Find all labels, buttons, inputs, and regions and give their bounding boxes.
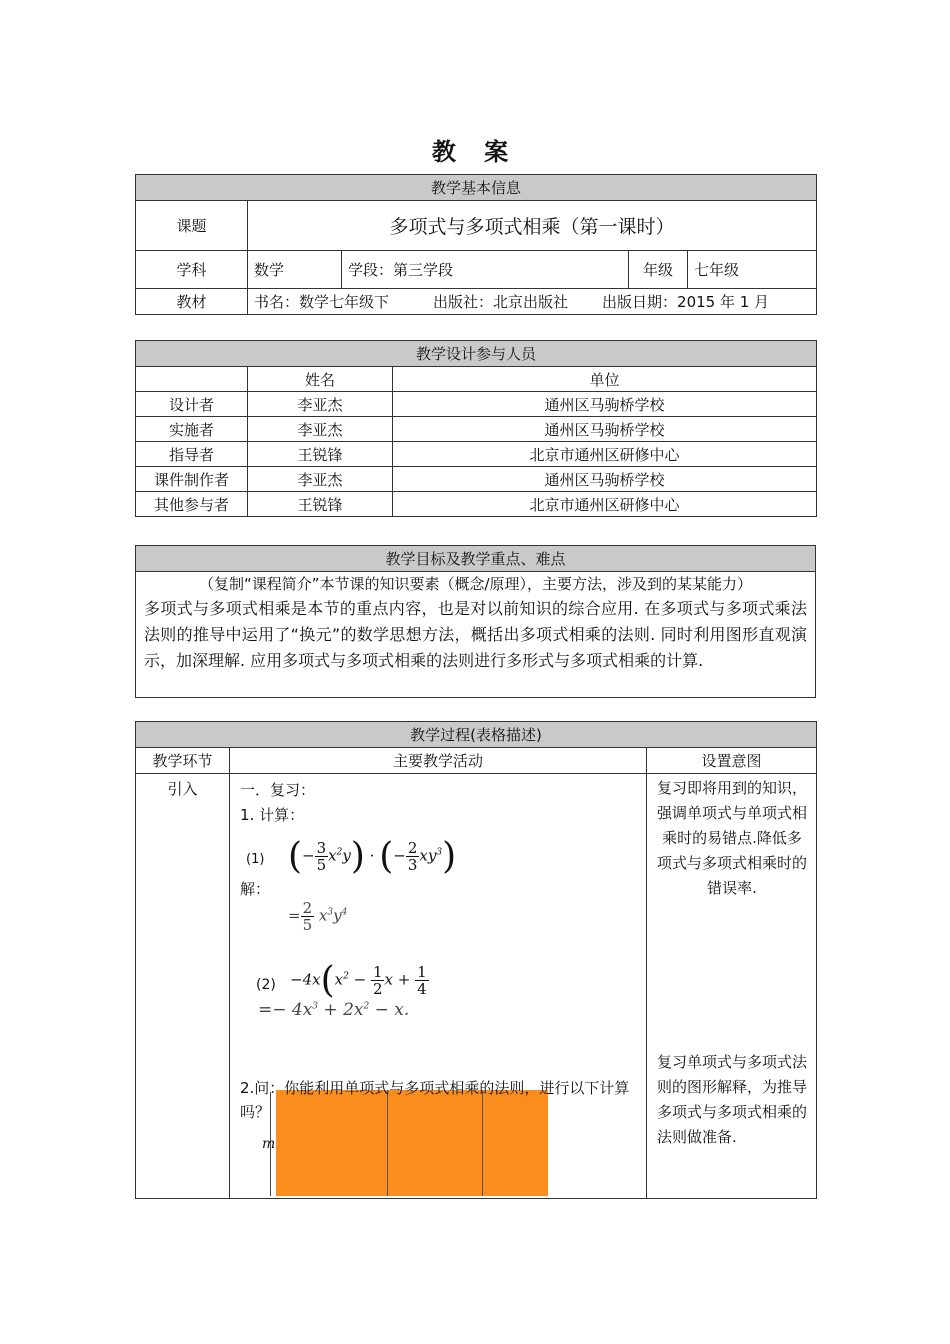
answer-1: = $\frac{2}{5}$ $x^3y^4$ [288, 899, 348, 934]
stage-value: 学段：第三学段 [342, 251, 629, 289]
table-row [136, 417, 817, 442]
textbook-info [248, 289, 817, 315]
role: 设计者 [136, 392, 248, 417]
basic-info-header: 教学基本信息 [136, 175, 817, 201]
intent-cell [647, 774, 817, 1199]
process-table [135, 721, 817, 1199]
table-row [136, 392, 817, 417]
publish-date: 出版日期：2015 年 1 月 [602, 293, 770, 311]
col-unit: 单位 [393, 367, 817, 392]
question-text: 2.问：你能利用单项式与多项式相乘的法则，进行以下计算吗？ [240, 1079, 630, 1121]
answer-2: =− $4x^3 + 2x^2 - x$. [258, 1000, 410, 1020]
col-stage: 教学环节 [136, 748, 230, 774]
basic-info-table [135, 174, 817, 315]
role: 其他参与者 [136, 492, 248, 517]
topic-value: 多项式与多项式相乘（第一课时） [248, 201, 817, 251]
person-name: 李亚杰 [248, 417, 393, 442]
col-intent: 设置意图 [647, 748, 817, 774]
expression-1: (− $\frac{3}{5}$ $x^2y$) · (− $\frac{2}{3}$ $xy^3$) [288, 836, 457, 877]
role: 指导者 [136, 442, 248, 467]
textbook-label: 教材 [136, 289, 248, 315]
stage-cell: 引入 [136, 774, 230, 1199]
publisher: 出版社：北京出版社 [433, 293, 569, 311]
process-header: 教学过程(表格描述) [136, 722, 817, 748]
subject-value: 数学 [248, 251, 342, 289]
role: 课件制作者 [136, 467, 248, 492]
intent-1: 复习即将用到的知识，强调单项式与单项式相乘时的易错点.降低多项式与多项式相乘时的错误率. [657, 779, 808, 897]
people-corner [136, 367, 248, 392]
person-name: 王锐锋 [248, 492, 393, 517]
goals-header: 教学目标及教学重点、难点 [136, 546, 816, 572]
goals-body: 多项式与多项式相乘是本节的重点内容，也是对以前知识的综合应用. 在多项式与多项式乘法法则的推导中运用了“换元”的数学思想方法，概括出多项式相乘的法则. 同时利用图形直观演示，加深理解. 应用多项式与多项式相乘的法则进行多形式与多项式相乘的计算. [144, 599, 807, 670]
col-name: 姓名 [248, 367, 393, 392]
item-1-label: (1) [246, 852, 265, 867]
person-name: 李亚杰 [248, 392, 393, 417]
role: 实施者 [136, 417, 248, 442]
person-unit: 通州区马驹桥学校 [393, 467, 817, 492]
review-title: 一．复习： [240, 781, 316, 799]
person-unit: 北京市通州区研修中心 [393, 492, 817, 517]
goals-table [135, 545, 816, 698]
person-name: 王锐锋 [248, 442, 393, 467]
person-unit: 通州区马驹桥学校 [393, 417, 817, 442]
activity-cell [230, 774, 647, 1199]
table-row [136, 467, 817, 492]
dimension-label: m [262, 1136, 276, 1152]
col-activity: 主要教学活动 [230, 748, 647, 774]
table-row [136, 492, 817, 517]
expression-2: $-4x(x^2$ − $\frac{1}{2}$ x + $\frac{1}{4}$ [290, 960, 427, 1001]
calc-label: 1. 计算： [240, 806, 305, 824]
person-name: 李亚杰 [248, 467, 393, 492]
grade-label: 年级 [629, 251, 688, 289]
people-header: 教学设计参与人员 [136, 341, 817, 367]
topic-label: 课题 [136, 201, 248, 251]
people-table [135, 340, 817, 517]
document-title: 教 案 [431, 138, 519, 166]
grade-value: 七年级 [688, 251, 817, 289]
item-2-label: (2) [256, 977, 276, 993]
table-row [136, 442, 817, 467]
book-name: 书名：数学七年级下 [254, 293, 390, 311]
solve-label: 解： [240, 880, 271, 898]
goals-content [136, 572, 816, 698]
subject-label: 学科 [136, 251, 248, 289]
goals-note: （复制“课程简介”本节课的知识要素（概念/原理），主要方法，涉及到的某某能力） [198, 575, 753, 593]
person-unit: 通州区马驹桥学校 [393, 392, 817, 417]
intent-2: 复习单项式与多项式法则的图形解释，为推导多项式与多项式相乘的法则做准备. [657, 1053, 808, 1146]
person-unit: 北京市通州区研修中心 [393, 442, 817, 467]
